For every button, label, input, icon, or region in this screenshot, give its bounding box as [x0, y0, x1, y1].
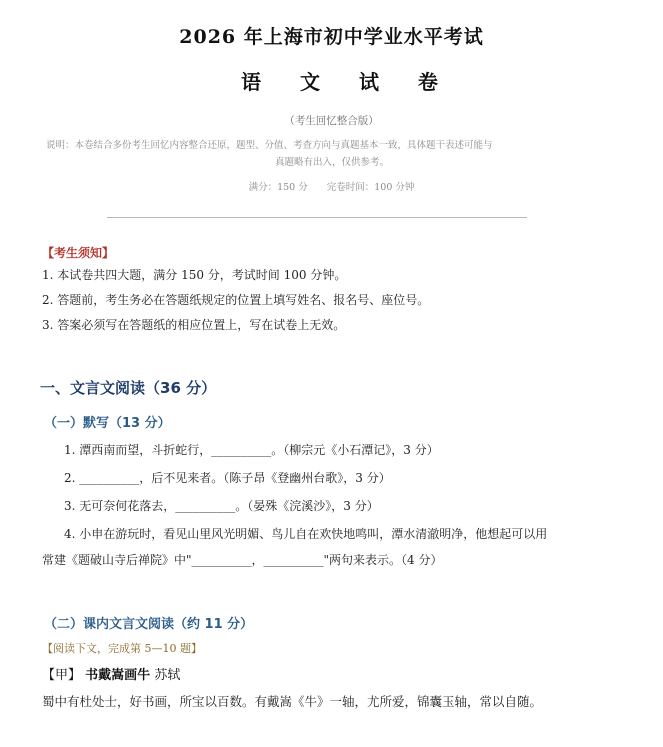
part-2-title: （二）课内文言文阅读（约 11 分） — [44, 617, 254, 632]
reading-instruction: 【阅读下文，完成第 5—10 题】 — [42, 642, 202, 655]
exam-meta — [0, 179, 663, 193]
note-line-2: 真题略有出入，仅供参考。 — [274, 157, 389, 168]
full-score: 满分：150 分 — [248, 182, 308, 193]
question-4-continued: 常建《题破山寺后禅院》中"__________，__________"两句来表示。（4 分） — [42, 553, 443, 567]
question-1: 1. 潭西南而望，斗折蛇行，__________。（柳宗元《小石潭记》，3 分） — [64, 443, 439, 457]
edition-label: （考生回忆整合版） — [284, 115, 379, 127]
notice-heading: 【考生须知】 — [42, 246, 115, 260]
header-divider — [107, 217, 527, 218]
passage-title: 书戴嵩画牛 — [85, 668, 151, 683]
passage-text: 蜀中有杜处士，好书画，所宝以百数。有戴嵩《牛》一轴，尤所爱，锦囊玉轴，常以自随。 — [42, 694, 543, 709]
notice-item: 3. 答案必须写在答题纸的相应位置上，写在试卷上无效。 — [42, 318, 346, 332]
exam-time: 完卷时间：100 分钟 — [326, 182, 415, 193]
passage-author: 苏轼 — [154, 668, 181, 683]
passage-heading — [42, 664, 180, 683]
passage-label: 【甲】 — [42, 668, 82, 683]
exam-title: 2026 年上海市初中学业水平考试 — [179, 26, 484, 48]
section-1-title: 一、文言文阅读（36 分） — [40, 379, 217, 397]
part-1-title: （一）默写（13 分） — [44, 416, 171, 431]
question-3: 3. 无可奈何花落去，__________。（晏殊《浣溪沙》，3 分） — [64, 499, 379, 513]
note-line-1: 说明：本卷结合多份考生回忆内容整合还原，题型、分值、考查方向与真题基本一致，具体题干表述可能与 — [46, 140, 493, 151]
notice-item: 2. 答题前，考生务必在答题纸规定的位置上填写姓名、报名号、座位号。 — [42, 293, 430, 307]
question-2: 2. __________，后不见来者。（陈子昂《登幽州台歌》，3 分） — [64, 471, 391, 485]
question-4: 4. 小申在游玩时，看见山里风光明媚、鸟儿自在欢快地鸣叫，潭水清澈明净，他想起可以用 — [64, 527, 548, 541]
notice-item: 1. 本试卷共四大题，满分 150 分，考试时间 100 分钟。 — [42, 268, 347, 282]
exam-subtitle: 语 文 试 卷 — [241, 70, 454, 94]
